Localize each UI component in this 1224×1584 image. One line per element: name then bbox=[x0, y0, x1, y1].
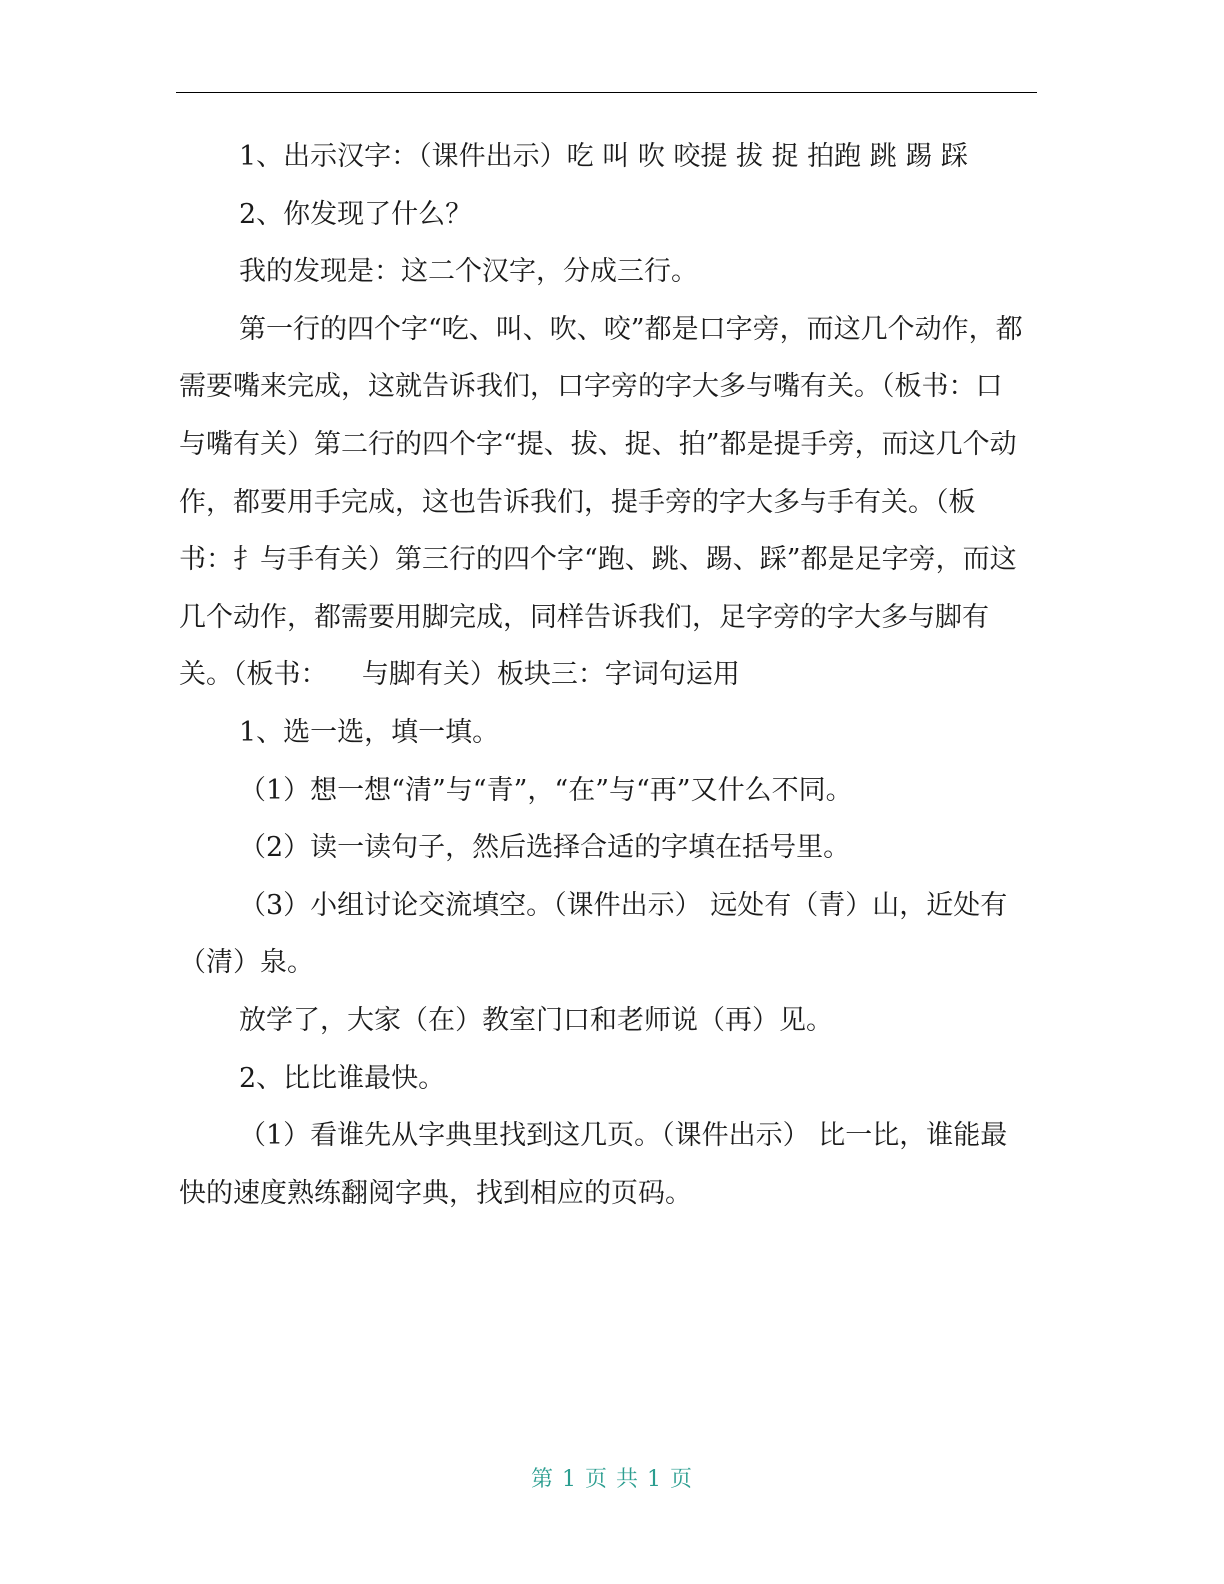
paragraph: 1、出示汉字：（课件出示）吃 叫 吹 咬提 拔 捉 拍跑 跳 踢 踩 bbox=[239, 141, 968, 172]
paragraph: （3）小组讨论交流填空。（课件出示） 远处有（青）山，近处有（清）泉。 bbox=[179, 889, 1008, 979]
page-footer: 第 1 页 共 1 页 bbox=[531, 1467, 693, 1492]
paragraph: （2）读一读句子，然后选择合适的字填在括号里。 bbox=[239, 832, 851, 864]
header-rule bbox=[176, 92, 1037, 93]
paragraph: 1、选一选，填一填。 bbox=[239, 716, 500, 748]
paragraph: 放学了，大家（在）教室门口和老师说（再）见。 bbox=[239, 1004, 833, 1036]
paragraph: （1）看谁先从字典里找到这几页。（课件出示） 比一比，谁能最快的速度熟练翻阅字典，找到相应的页码。 bbox=[179, 1120, 1008, 1209]
paragraph: 2、你发现了什么？ bbox=[239, 198, 473, 230]
paragraph: 2、比比谁最快。 bbox=[239, 1062, 446, 1094]
document-body bbox=[179, 128, 1025, 1222]
paragraph: 我的发现是：这二个汉字，分成三行。 bbox=[239, 256, 698, 288]
paragraph: （1）想一想“清”与“青”，“在”与“再”又什么不同。 bbox=[239, 774, 853, 806]
paragraph: 第一行的四个字“吃、叫、吹、咬”都是口字旁，而这几个动作，都需要嘴来完成，这就告诉我们，口字旁的字大多与嘴有关。（板书：口 与嘴有关）第二行的四个字“提、拔、捉、拍”都是提手旁，而这几个动作，都要用手完成，这也告诉我们，提手旁的字大多与手有关。（板书：扌与手有关）第三行的四个字“跑、跳、踢、踩”都是足字旁，而这几个动作，都需要用脚完成，同样告诉我们，足字旁的字大多与脚有关。（板书： 与脚有关）板块三：字词句运用 bbox=[179, 313, 1023, 691]
